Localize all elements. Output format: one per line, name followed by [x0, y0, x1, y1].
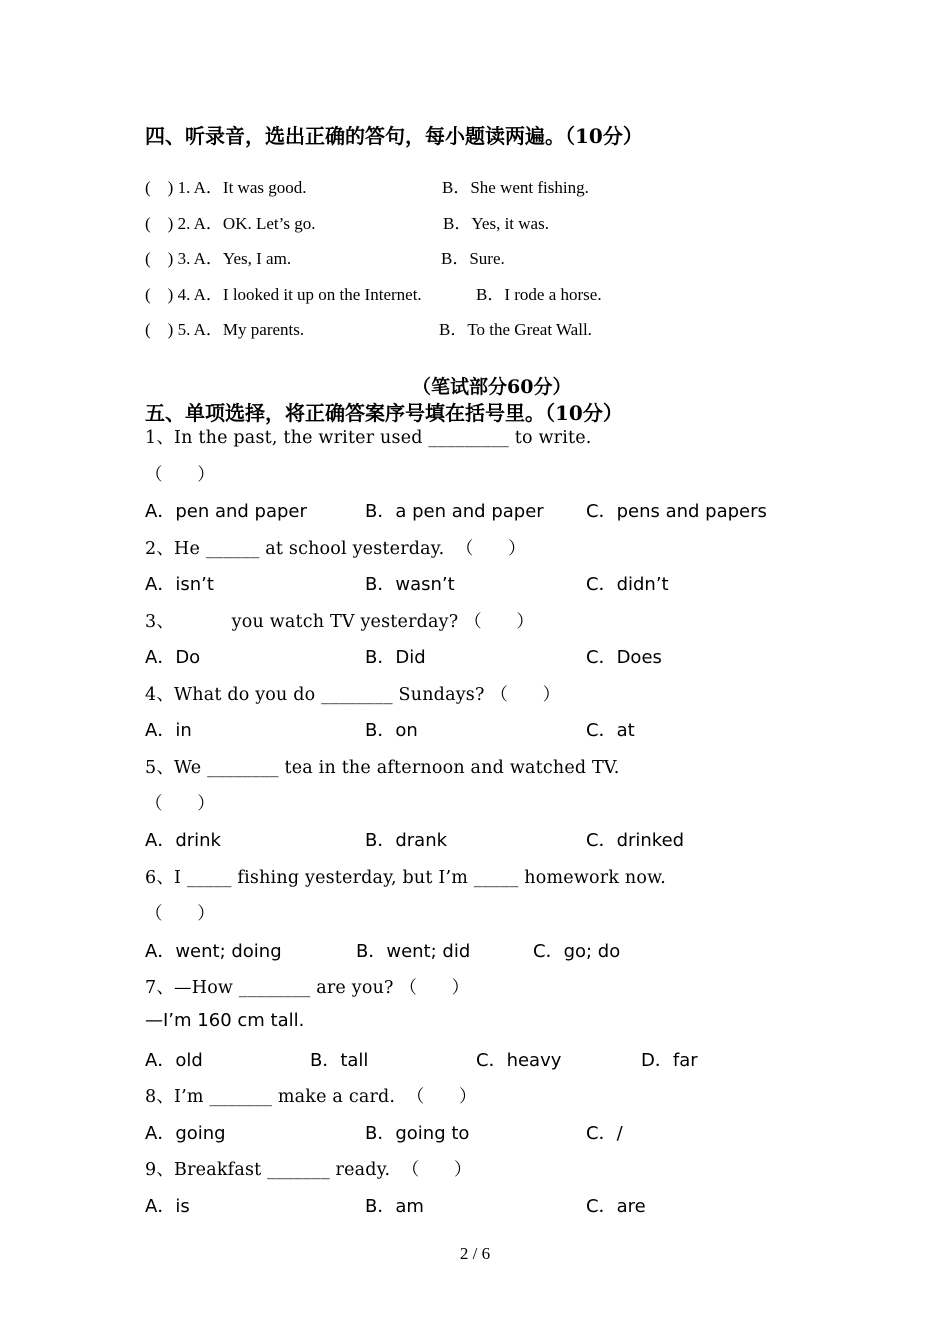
- question-7-option-d: D．far: [641, 1050, 698, 1071]
- question-7-stem: 7、—How ________ are you? （ ）: [145, 978, 470, 998]
- question-4-stem: 4、What do you do ________ Sundays? （ ）: [145, 685, 561, 705]
- question-3-option-a: A．Do: [145, 647, 201, 668]
- question-6-answer-paren: （ ）: [145, 904, 215, 924]
- listening-item-5-option-b: B．To the Great Wall.: [439, 320, 592, 339]
- question-9-option-b: B．am: [365, 1196, 424, 1217]
- question-3-stem: 3、 you watch TV yesterday? （ ）: [145, 612, 535, 632]
- listening-item-2-stem: ( ) 2. A．OK. Let’s go.: [145, 214, 316, 233]
- question-1-option-c: C．pens and papers: [586, 501, 767, 522]
- question-8-option-c: C．/: [586, 1123, 623, 1144]
- question-8-option-b: B．going to: [365, 1123, 470, 1144]
- question-9-option-c: C．are: [586, 1196, 646, 1217]
- question-5-answer-paren: （ ）: [145, 794, 215, 814]
- question-1-stem: 1、In the past, the writer used _________ to write.: [145, 428, 592, 448]
- question-6-option-b: B．went; did: [356, 941, 471, 962]
- written-part-title: （笔试部分60分）: [412, 376, 572, 398]
- question-6-option-a: A．went; doing: [145, 941, 282, 962]
- question-1-option-b: B．a pen and paper: [365, 501, 544, 522]
- question-7-option-a: A．old: [145, 1050, 203, 1071]
- question-1-answer-paren: （ ）: [145, 465, 215, 485]
- page-number: 2 / 6: [459, 1244, 491, 1263]
- listening-item-3-stem: ( ) 3. A．Yes, I am.: [145, 249, 292, 268]
- question-7-option-b: B．tall: [310, 1050, 369, 1071]
- question-4-option-a: A．in: [145, 720, 192, 741]
- listening-item-2-option-b: B．Yes, it was.: [443, 214, 549, 233]
- question-5-option-a: A．drink: [145, 830, 221, 851]
- question-7-option-c: C．heavy: [476, 1050, 562, 1071]
- question-8-option-a: A．going: [145, 1123, 226, 1144]
- question-2-option-b: B．wasn’t: [365, 574, 455, 595]
- question-5-option-b: B．drank: [365, 830, 448, 851]
- question-5-option-c: C．drinked: [586, 830, 685, 851]
- question-1-option-a: A．pen and paper: [145, 501, 307, 522]
- question-9-option-a: A．is: [145, 1196, 190, 1217]
- question-7-answer-line: —I’m 160 cm tall.: [145, 1010, 305, 1031]
- section5-heading: 五、单项选择，将正确答案序号填在括号里。（10分）: [145, 401, 623, 425]
- question-5-stem: 5、We ________ tea in the afternoon and watched TV.: [145, 758, 620, 778]
- question-6-stem: 6、I _____ fishing yesterday, but I’m _____ homework now.: [145, 868, 666, 888]
- question-3-option-c: C．Does: [586, 647, 662, 668]
- listening-item-3-option-b: B．Sure.: [441, 249, 505, 268]
- section4-heading: 四、听录音，选出正确的答句，每小题读两遍。（10分）: [145, 124, 643, 148]
- question-8-stem: 8、I’m _______ make a card. （ ）: [145, 1087, 477, 1107]
- question-9-stem: 9、Breakfast _______ ready. （ ）: [145, 1160, 472, 1180]
- question-4-option-c: C．at: [586, 720, 635, 741]
- question-3-option-b: B．Did: [365, 647, 426, 668]
- listening-item-4-option-b: B．I rode a horse.: [476, 285, 602, 304]
- listening-item-5-stem: ( ) 5. A．My parents.: [145, 320, 305, 339]
- question-2-stem: 2、He ______ at school yesterday. （ ）: [145, 539, 526, 559]
- question-2-option-a: A．isn’t: [145, 574, 214, 595]
- listening-item-1-stem: ( ) 1. A．It was good.: [145, 178, 307, 197]
- question-6-option-c: C．go; do: [533, 941, 621, 962]
- question-4-option-b: B．on: [365, 720, 418, 741]
- listening-item-4-stem: ( ) 4. A．I looked it up on the Internet.: [145, 285, 422, 304]
- question-2-option-c: C．didn’t: [586, 574, 669, 595]
- listening-item-1-option-b: B．She went fishing.: [442, 178, 589, 197]
